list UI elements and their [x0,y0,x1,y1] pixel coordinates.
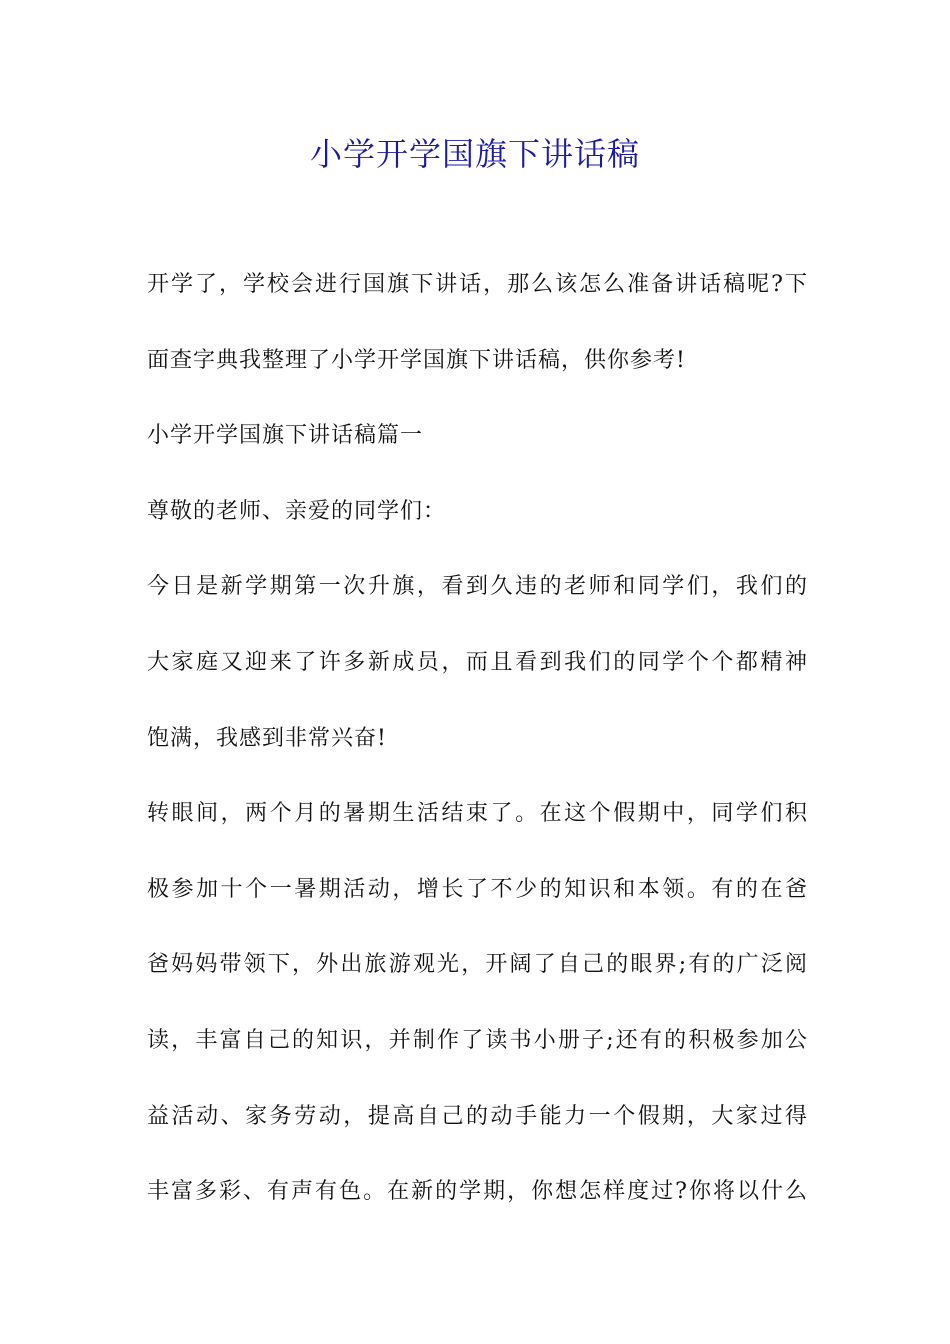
body-line-13: 丰富多彩、有声有色。在新的学期，你想怎样度过?你将以什么 [147,1179,807,1205]
document-body [147,260,807,1243]
salutation: 尊敬的老师、亲爱的同学们： [147,498,447,524]
body-line-5: 今日是新学期第一次升旗，看到久违的老师和同学们，我们的 [147,574,807,600]
body-line-10: 爸妈妈带领下，外出旅游观光，开阔了自己的眼界;有的广泛阅 [147,952,807,978]
section-heading: 小学开学国旗下讲话稿篇一 [147,423,424,449]
body-line-12: 益活动、家务劳动，提高自己的动手能力一个假期，大家过得 [147,1103,807,1129]
body-line-9: 极参加十个一暑期活动，增长了不少的知识和本领。有的在爸 [147,876,807,902]
body-line-8: 转眼间，两个月的暑期生活结束了。在这个假期中，同学们积 [147,801,807,827]
body-line-2: 面查字典我整理了小学开学国旗下讲话稿，供你参考! [147,347,686,373]
document-title: 小学开学国旗下讲话稿 [309,135,640,173]
body-line-7: 饱满，我感到非常兴奋! [147,725,387,751]
body-line-1: 开学了，学校会进行国旗下讲话，那么该怎么准备讲话稿呢?下 [147,272,807,297]
body-line-6: 大家庭又迎来了许多新成员，而且看到我们的同学个个都精神 [147,649,807,675]
body-line-11: 读，丰富自己的知识，并制作了读书小册子;还有的积极参加公 [147,1027,807,1053]
